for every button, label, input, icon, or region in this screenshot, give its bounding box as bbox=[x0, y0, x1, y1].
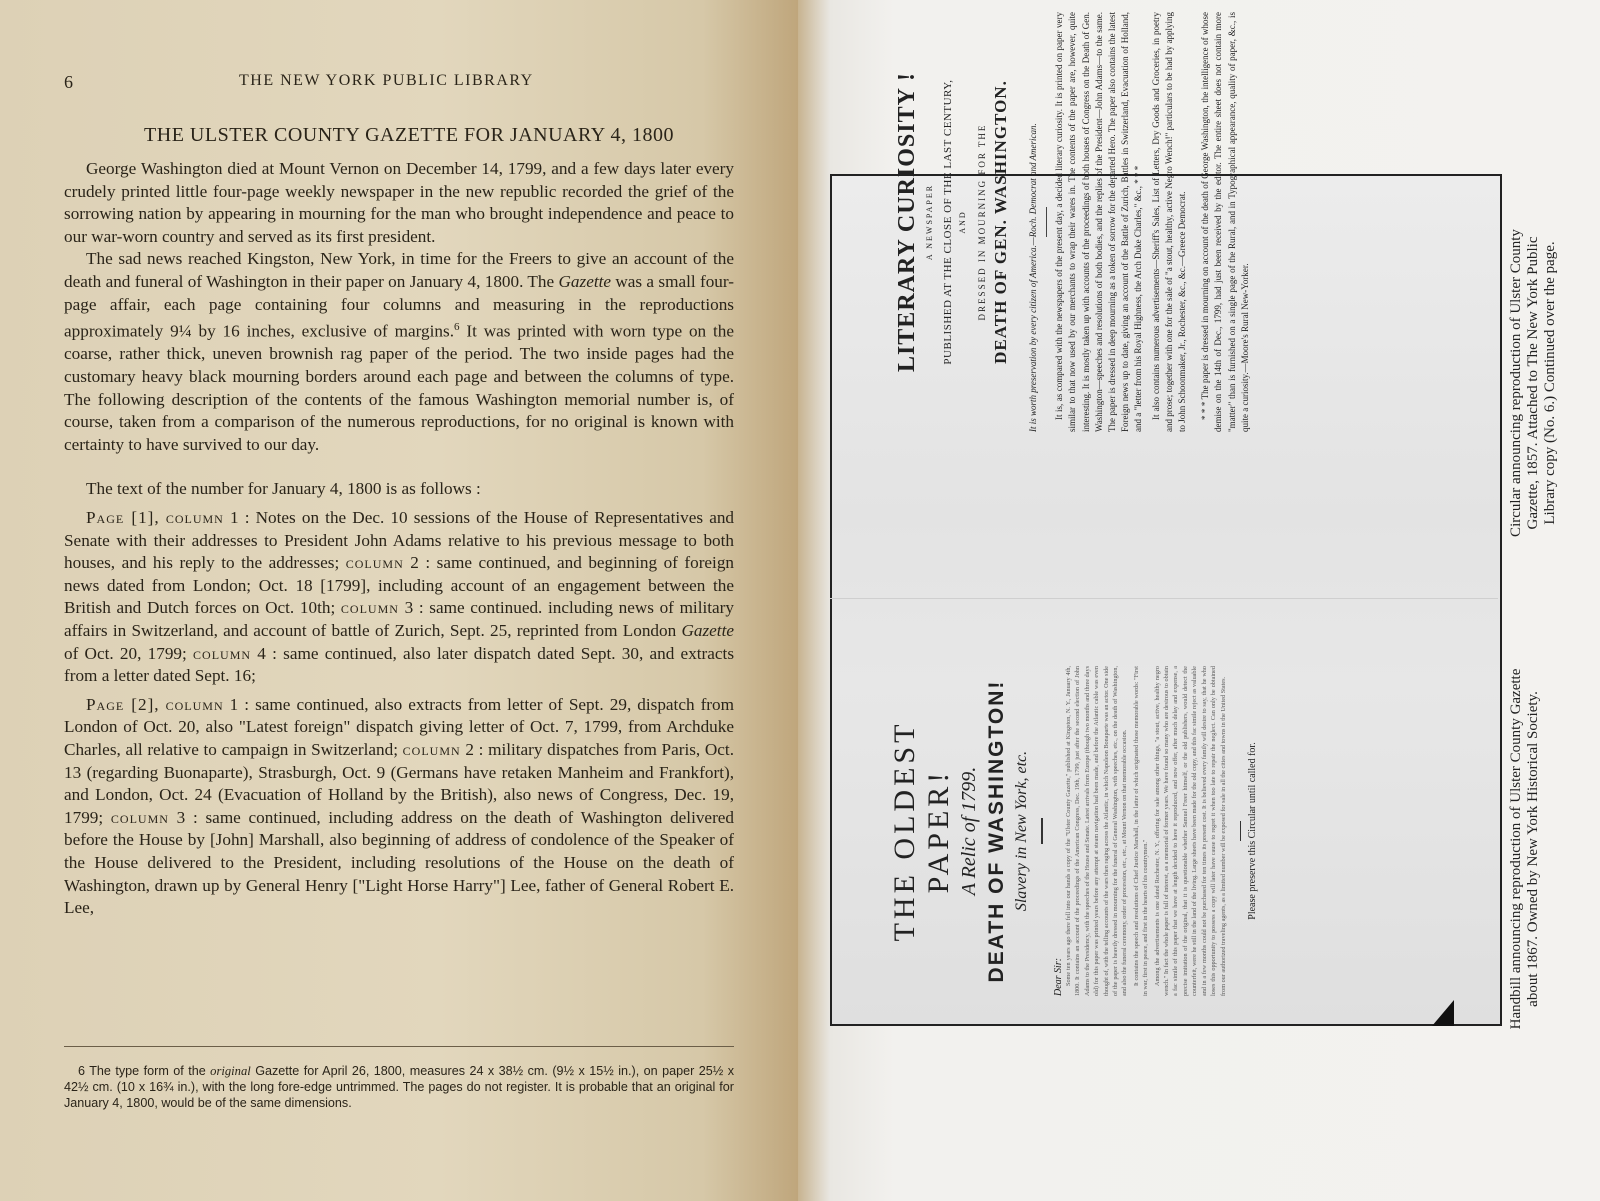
circular-para-3: * * * The paper is dressed in mourning on account of the death of George Washington, the intelligence of whose demise on the 14th of Dec., 1799, had just been received by the editor. The entire sheet does not contain more "matter" than is furnished on a single page of the Rural, and in Typographical appearance, quality of paper, &c., is quite a curiosity.—Moore's Rural New-Yorker. bbox=[1200, 12, 1250, 432]
p4-col4: 4 : same continued, also later dispatch dated Sept. 30, and extracts from a letter dated Sept. 16; bbox=[64, 643, 735, 686]
circular-handbill bbox=[894, 12, 1454, 432]
footnote-italic: original bbox=[210, 1064, 251, 1078]
handbill-rule-2 bbox=[1240, 821, 1241, 841]
footnote-text-b: Gazette for April 26, 1800, measures 24 x 38½ cm. (9½ x 15½ in.), on paper 25½ x 42½ cm. (10 x 16¾ in.), with the long fore-edge untrimmed. The pages do not register. It is probable that an original for January 4, 1800, would be of the same dimensions. bbox=[64, 1064, 734, 1110]
column-label: column bbox=[345, 553, 404, 573]
oldest-paper-handbill bbox=[888, 666, 1440, 996]
paragraph-1: George Washington died at Mount Vernon on December 14, 1799, and a few days later every crudely printed little four-page weekly newspaper in the new republic recorded the grief of the sorrowing nation by appearing in mourning for the man who brought independence and peace to our war-worn country and served as its first president. bbox=[64, 159, 734, 246]
circular-para-1: It is, as compared with the newspapers of the present day, a decided literary curiosity. It is printed on paper very similar to that now used by our merchants to wrap their wares in. The contents of the paper are, however, quite interesting. It is mostly taken up with accounts of the proceedings of both houses of Congress on the Death of Gen. Washington—speeches and resolutions of both bodies, and the replies of the President—John Adams—to the same. The paper is dressed in deep mourning as a token of sorrow for the departed Hero. The paper also contains the latest Foreign news up to date, giving an account of the Battle of Zurich, Battles in Switzerland, Evacuation of Holland, and a "letter from his Royal Highness, the Arch Duke Charles," &c., * * * bbox=[1054, 12, 1144, 432]
paragraph-2 bbox=[64, 248, 734, 456]
page-number: 6 bbox=[64, 72, 75, 92]
column-label: column bbox=[402, 739, 461, 759]
footnote-text-a: The type form of the bbox=[85, 1064, 211, 1078]
handbill-para-3: Among the advertisements is one dated Rochester, N. Y., offering for sale among other things, "a stout, active, healthy negro wench." In fact the whole paper is full of interest, as a memorial of former years. We have found so many who are desirous to obtain a fac simile of this paper that we have at length decided to have it reproduced, and now offer, after much delay and expense, a precise imitation of the original, that it is questionable whether Samuel Freer himself, or the old publishers, would detect the counterfeit, were he still in the land of the living. Large sheets have been made for the old copy, and this fac simile reject as valuable and in a few months could not be purchased for ten times its present cost. It is believed every family will desire to say, that he who loses this opportunity to possess a copy will later have cause to regret it when too late to repair the neglect. Can only be obtained from our authorized traveling agents, as a limited number will be exposed for sale in all the cities and towns in the United States. bbox=[1153, 666, 1227, 996]
handbill-rule bbox=[1041, 818, 1043, 844]
handbill-title: THE OLDEST PAPER! bbox=[888, 720, 955, 942]
paragraph-3: The text of the number for January 4, 1800 is as follows : bbox=[86, 479, 481, 499]
footnote bbox=[64, 1063, 734, 1111]
handbill-para-1: Some ten years ago there fell into our hands a copy of the "Ulster County Gazette," published at Kingston, N. Y., January 4th, 1800. It contains an account of the proceedings of the American Congress, Dec. 19th, 1799, just after the second election of John Adams to the Presidency, with the speeches of the House and Senate. Latest arrivals from Europe (though two months and three days old) for this paper was printed years before any attempt at steam navigation had been made, and before the Atlantic cable was even thought of, with the telling accounts of the wars then raging across the Atlantic, in which Napoleon Bonaparte was an actor. One side of the paper is heavily dressed in mourning for the funeral of General Washington, with speeches, etc., on the death of Washington, and also the funeral ceremony, order of procession, etc., etc., at Mount Vernon on that memorable occasion. bbox=[1065, 666, 1129, 996]
circular-worth: It is worth preservation by every citizen of America.—Roch. Democrat and American. bbox=[1028, 123, 1038, 432]
footnote-ref[interactable]: 6 bbox=[454, 321, 460, 334]
page2-label: Page [2], bbox=[86, 694, 160, 714]
p2-text-c: It was printed with worn type on the coarse, rather thick, uneven brownish rag paper of the period. The two inside pages had the customary heavy black mourning borders around each page and between the columns of type. The following description of the contents of the famous Washington memorial number is, of course, taken from a comparison of the numerous reproductions, for no original is known with certainty to have survived to our day. bbox=[64, 321, 735, 454]
paragraph-page2 bbox=[64, 694, 734, 920]
p4-col3b: of Oct. 20, 1799; bbox=[64, 643, 187, 663]
circular-title: LITERARY CURIOSITY ! bbox=[894, 71, 920, 373]
caption-circular: Circular announcing reproduction of Ulster County Gazette, 1857. Attached to The New York Public Library copy (No. 6.) Continued over the page. bbox=[1508, 229, 1558, 537]
circular-body bbox=[1027, 12, 1252, 432]
column-label: column bbox=[193, 643, 252, 663]
column-label: column bbox=[165, 694, 224, 714]
corner-mark-icon bbox=[1432, 1000, 1454, 1026]
article-body bbox=[64, 158, 734, 920]
footnote-rule bbox=[64, 1046, 734, 1047]
circular-published: PUBLISHED AT THE CLOSE OF THE LAST CENTURY, bbox=[942, 79, 954, 365]
circular-para-2: It also contains numerous advertisements—Sheriff's Sales, List of Letters, Dry Goods and Groceries, in poetry and prose; together with one for the sale of "a stout, healthy, active Negro Wench!" particulars to be had by applying to John Schoonmaker, Jr., Rochester, &c., &c.—Greece Democrat. bbox=[1150, 12, 1188, 432]
handbill-salutation: Dear Sir: bbox=[1053, 957, 1064, 996]
p4-italic: Gazette bbox=[681, 621, 734, 641]
plate-divider bbox=[830, 598, 1498, 599]
running-head bbox=[64, 72, 754, 96]
p4-col1: 1 : Notes on the Dec. 10 sessions of the House of Representatives and Senate with their addresses to President John Adams relative to his previous message to both houses, and his reply to the addresses; bbox=[64, 508, 735, 573]
handbill-preserve-note: Please preserve this Circular until called for. bbox=[1246, 742, 1258, 920]
handbill-slavery: Slavery in New York, etc. bbox=[1013, 750, 1030, 912]
p4-col3: 3 : same continued. including news of military affairs in Switzerland, and account of battle of Zurich, Sept. 25, reprinted from London bbox=[64, 598, 734, 641]
handbill-relic: A Relic of 1799. bbox=[958, 766, 980, 896]
page1-label: Page [1], bbox=[86, 508, 160, 528]
column-label: column bbox=[165, 508, 224, 528]
article-title: THE ULSTER COUNTY GAZETTE FOR JANUARY 4, 1800 bbox=[144, 124, 674, 146]
p5-col2: 2 : military dispatches from Paris, Oct. 13 (regarding Buonaparte), Strasburgh, Oct. 9 (Germans have retaken Manheim and Frankfort), and London, Oct. 24 (Evacuation of Holland by the British), also news of Congress, Dec. 19, 1799; bbox=[64, 739, 734, 827]
p5-col1: 1 : same continued, also extracts from letter of Sept. 29, dispatch from London of Oct. 20, also "Latest foreign" dispatch giving letter of Oct. 7, 1799, from Archduke Charles, all relative to campaign in Switzerland; bbox=[64, 694, 734, 759]
p5-col3: 3 : same continued, including address on the death of Washington delivered before the House by [John] Marshall, also beginning of address of condolence of the Speaker of the House delivered to the President, including resolutions of the House on the death of Washington, drawn up by General Henry ["Light Horse Harry"] Lee, father of General Robert E. Lee, bbox=[64, 807, 735, 918]
handbill-body bbox=[1064, 666, 1228, 996]
footnote-number: 6 bbox=[78, 1064, 86, 1078]
column-label: column bbox=[110, 807, 169, 827]
circular-death-heading: DEATH OF GEN. WASHINGTON. bbox=[991, 80, 1010, 364]
p2-italic: Gazette bbox=[558, 271, 612, 291]
library-name: THE NEW YORK PUBLIC LIBRARY bbox=[239, 72, 534, 89]
circular-rule bbox=[1046, 207, 1047, 237]
p4-col2: 2 : same continued, and beginning of foreign news dated from London; Oct. 18 [1799], including account of an engagement between the British and Dutch forces on Oct. 10th; bbox=[64, 553, 735, 618]
right-page bbox=[798, 0, 1600, 1201]
caption-handbill: Handbill announcing reproduction of Ulster County Gazette about 1867. Owned by New York Historical Society. bbox=[1508, 668, 1541, 1030]
paragraph-page1 bbox=[64, 507, 734, 688]
p2-text-a: The sad news reached Kingston, New York, in time for the Freers to give an account of the death and funeral of Washington in their paper on January 4, 1800. The bbox=[64, 249, 734, 291]
circular-dressed: DRESSED IN MOURNING FOR THE bbox=[977, 123, 987, 321]
p2-text-b: was a small four-page affair, each page containing four columns and measuring in the reproductions approximately 9¼ by 16 inches, exclusive of margins. bbox=[64, 271, 734, 341]
left-page bbox=[0, 0, 798, 1201]
handbill-para-2: It contains the speech and resolutions of Chief Justice Marshall, in the latter of which originated those memorable words: "First in war, first in peace, and first in the hearts of his countrymen." bbox=[1132, 666, 1150, 996]
column-label: column bbox=[340, 598, 399, 618]
circular-newspaper: A NEWSPAPER bbox=[925, 183, 934, 261]
circular-and: AND bbox=[958, 210, 967, 234]
handbill-death-heading: DEATH OF WASHINGTON! bbox=[985, 679, 1008, 983]
